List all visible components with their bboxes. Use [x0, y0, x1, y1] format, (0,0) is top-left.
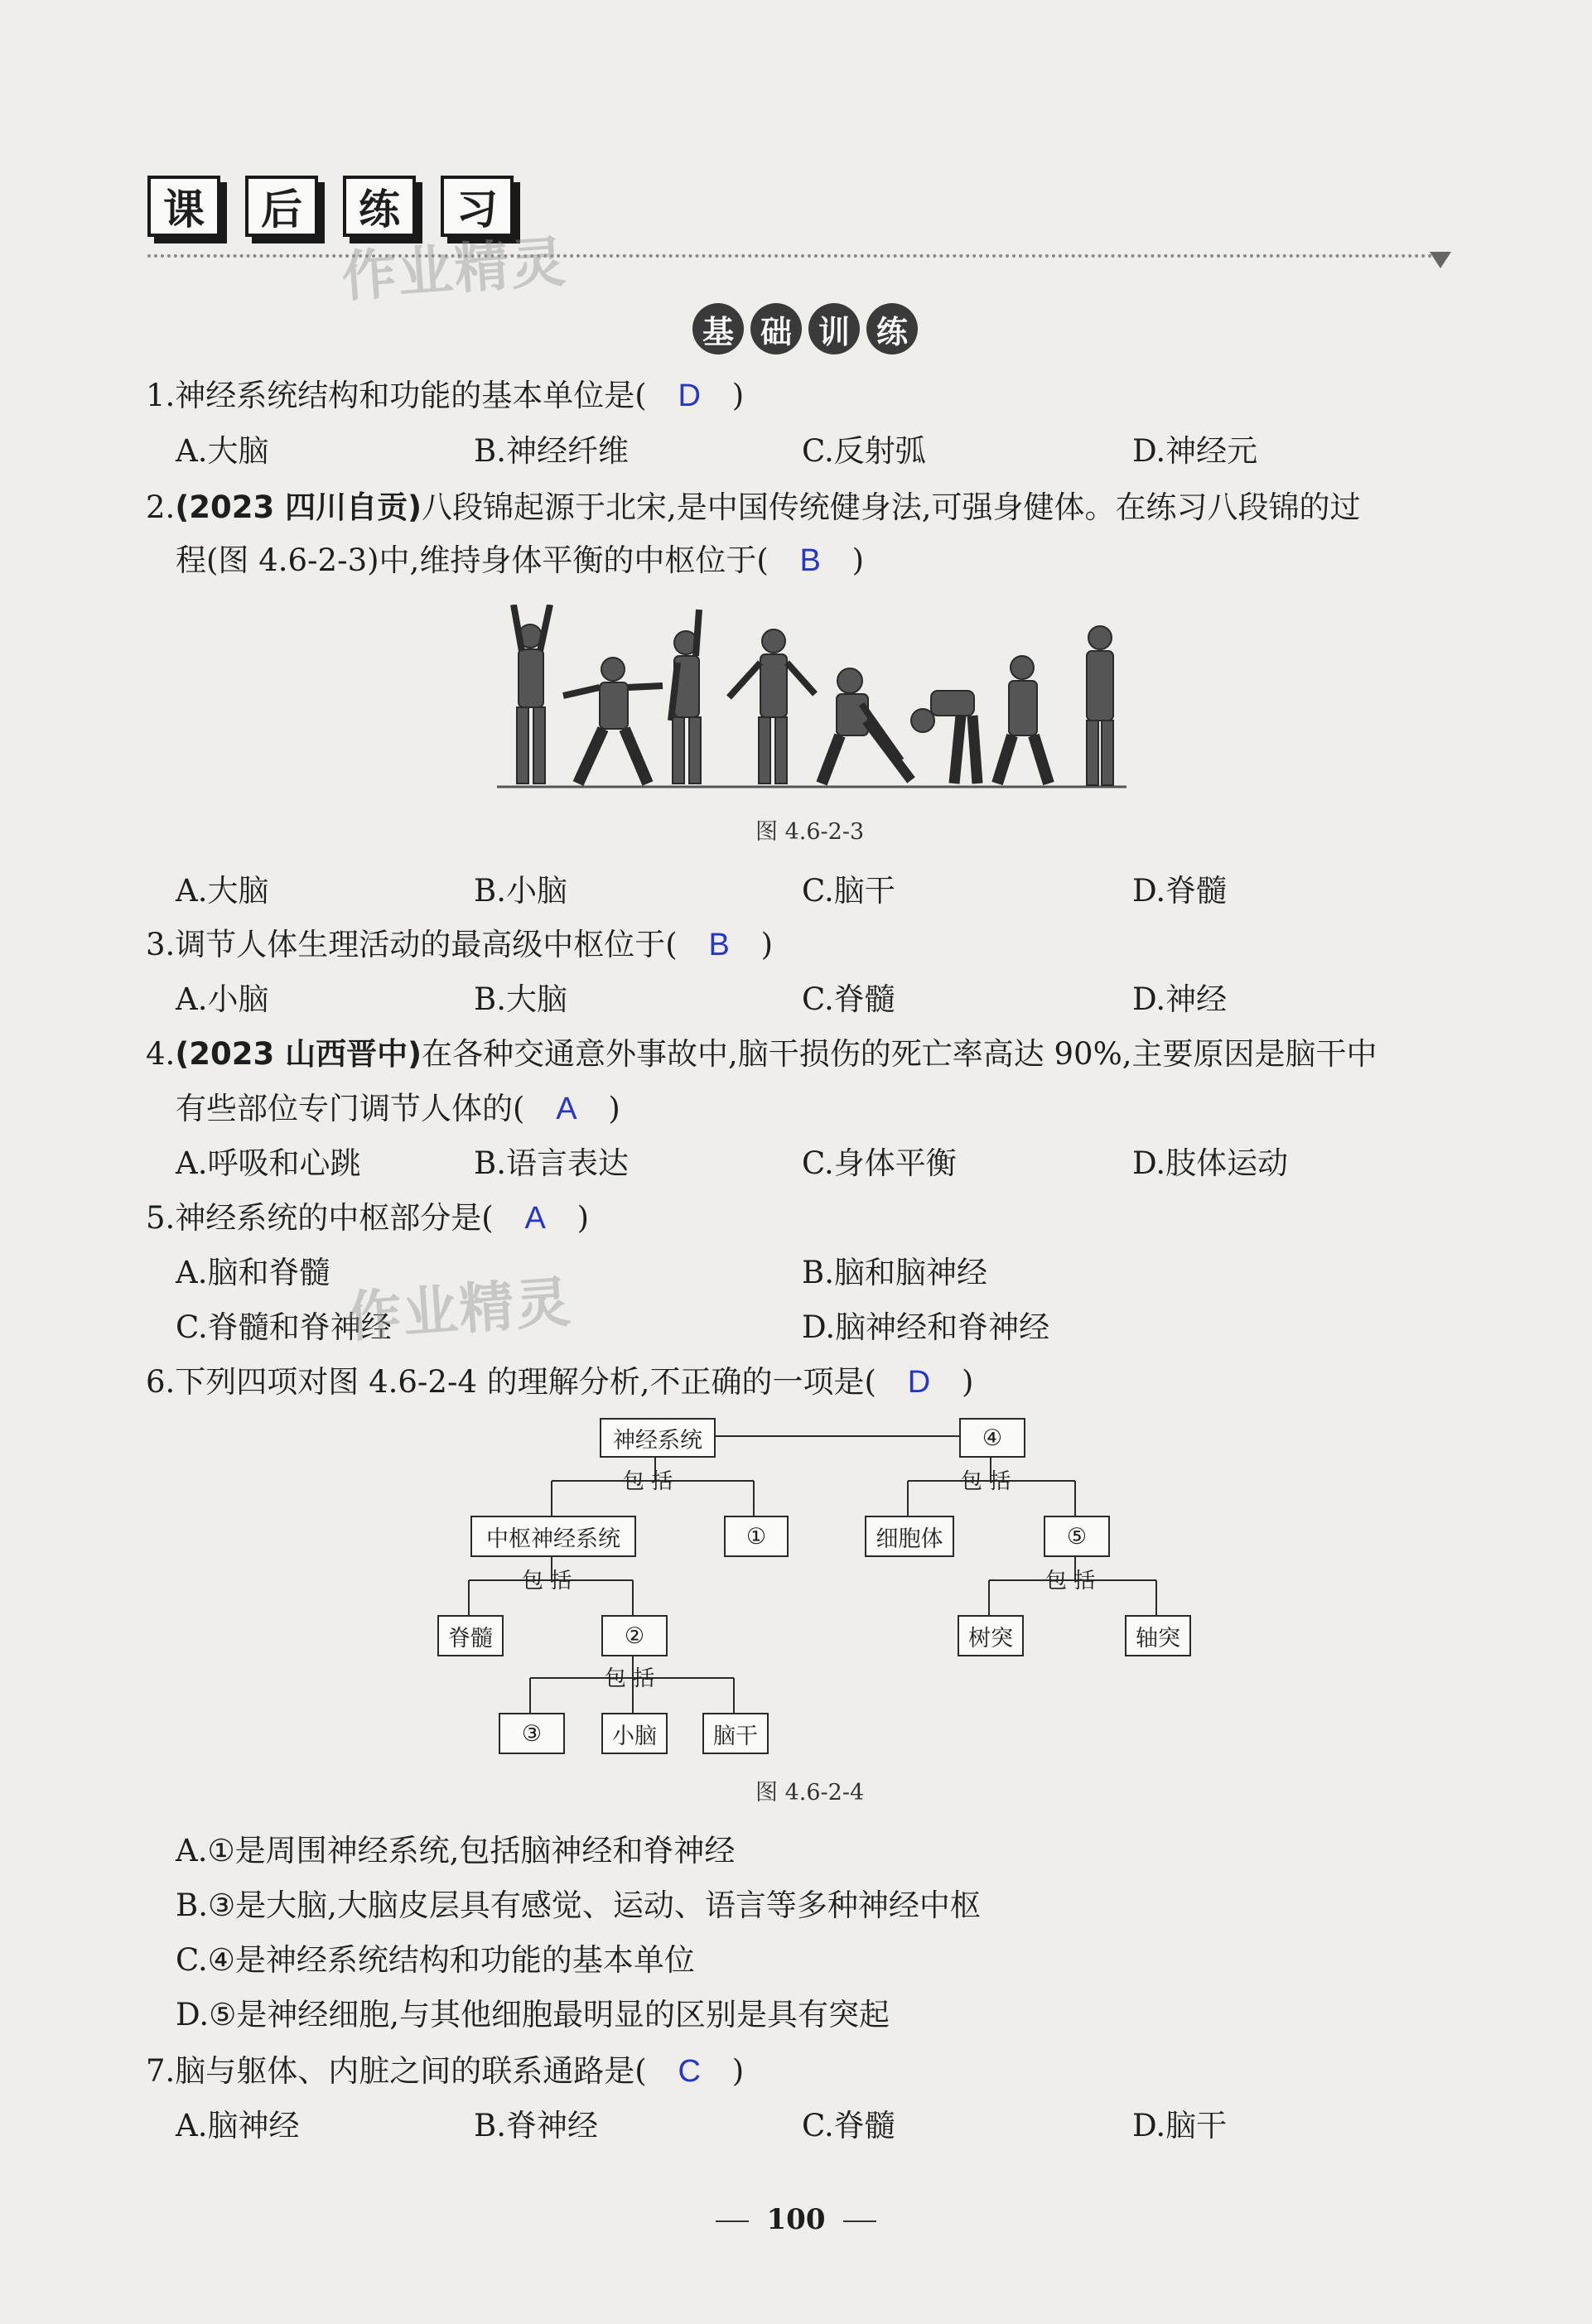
option: B.③是大脑,大脑皮层具有感觉、运动、语言等多种神经中枢: [176, 1888, 981, 1923]
title-char: 训: [808, 303, 860, 354]
diagram-include-label: 包 括: [1045, 1569, 1096, 1594]
question-close: ): [608, 1091, 620, 1126]
question-stem: 有些部位专门调节人体的(: [176, 1091, 525, 1126]
page-number-text: 100: [766, 2203, 826, 2236]
diagram-node-cns: 中枢神经系统: [470, 1516, 636, 1557]
question-stem: 6.下列四项对图 4.6-2-4 的理解分析,不正确的一项是(: [146, 1364, 876, 1400]
option: C.脑干: [802, 873, 895, 909]
question-stem: 八段锦起源于北宋,是中国传统健身法,可强身健体。在练习八段锦的过: [422, 489, 1361, 525]
question-source: (2023 四川自贡): [175, 489, 422, 525]
option: A.脑神经: [176, 2108, 300, 2143]
option: C.脊髓: [802, 2108, 895, 2143]
option: C.④是神经系统结构和功能的基本单位: [176, 1942, 695, 1978]
diagram-node-5: ⑤: [1044, 1516, 1110, 1557]
diagram-include-label: 包 括: [623, 1469, 673, 1494]
question-number: 4.: [146, 1036, 176, 1072]
answer: B: [799, 543, 821, 578]
answer: C: [678, 2054, 701, 2089]
option: C.脊髓: [802, 981, 895, 1017]
diagram-node-nervous-system: 神经系统: [600, 1418, 716, 1458]
question-close: ): [851, 542, 865, 578]
answer: D: [907, 1365, 931, 1400]
diagram-node-dendrite: 树突: [958, 1615, 1024, 1656]
option: B.小脑: [474, 873, 567, 909]
question-close: ): [731, 2053, 745, 2089]
diagram-node-axon: 轴突: [1125, 1615, 1191, 1656]
watermark: 作业精灵: [340, 229, 569, 310]
option: A.脑和脊髓: [176, 1255, 330, 1290]
option: D.肢体运动: [1132, 1145, 1289, 1181]
watermark: 作业精灵: [345, 1270, 574, 1350]
diagram-node-spinal-cord: 脊髓: [437, 1615, 504, 1656]
question-stem: 3.调节人体生理活动的最高级中枢位于(: [146, 927, 678, 962]
diagram-node-soma: 细胞体: [865, 1516, 954, 1557]
title-char: 基: [692, 303, 744, 354]
diagram-node-brainstem: 脑干: [702, 1713, 769, 1754]
question-stem: 程(图 4.6-2-3)中,维持身体平衡的中枢位于(: [176, 542, 769, 578]
title-char: 础: [750, 303, 802, 354]
option: A.大脑: [176, 433, 269, 469]
option: B.大脑: [474, 981, 567, 1017]
title-char: 练: [866, 303, 918, 354]
option: D.神经: [1132, 981, 1228, 1017]
option: A.呼吸和心跳: [176, 1145, 361, 1181]
page-number-dash: [843, 2220, 876, 2222]
figure-caption: 图 4.6-2-4: [755, 1780, 865, 1806]
diagram-include-label: 包 括: [605, 1666, 655, 1691]
diagram-node-3: ③: [499, 1713, 565, 1754]
diagram-include-label: 包 括: [522, 1569, 572, 1594]
question-close: ): [576, 1200, 590, 1236]
option: D.脊髓: [1132, 873, 1228, 909]
option: A.大脑: [176, 873, 269, 909]
diagram-include-label: 包 括: [961, 1469, 1011, 1494]
question-stem: 1.神经系统结构和功能的基本单位是(: [146, 378, 647, 413]
question-close: ): [961, 1364, 974, 1400]
option: B.神经纤维: [474, 433, 629, 469]
figure-caption: 图 4.6-2-3: [755, 819, 865, 845]
question-source: (2023 山西晋中): [175, 1036, 422, 1072]
question-stem: 在各种交通意外事故中,脑干损伤的死亡率高达 90%,主要原因是脑干中: [422, 1036, 1377, 1072]
diagram-node-1: ①: [724, 1516, 789, 1557]
option: B.脑和脑神经: [802, 1255, 987, 1290]
option: B.语言表达: [474, 1145, 629, 1181]
question-stem: 5.神经系统的中枢部分是(: [146, 1200, 494, 1236]
answer: D: [678, 378, 701, 413]
answer: A: [556, 1092, 577, 1126]
option: A.小脑: [176, 981, 269, 1017]
question-close: ): [760, 927, 774, 962]
option: D.⑤是神经细胞,与其他细胞最明显的区别是具有突起: [176, 1997, 890, 2032]
header-char: 课: [147, 176, 220, 237]
page-number-dash: [716, 2220, 749, 2222]
question-stem: 7.脑与躯体、内脏之间的联系通路是(: [146, 2053, 647, 2089]
diagram-node-cerebellum: 小脑: [601, 1713, 668, 1754]
answer: B: [708, 928, 730, 962]
header-char: 后: [245, 176, 318, 237]
answer: A: [524, 1201, 546, 1236]
option: C.身体平衡: [802, 1145, 957, 1181]
option: D.神经元: [1132, 433, 1258, 469]
option: D.脑神经和脊神经: [802, 1309, 1050, 1345]
diagram-node-2: ②: [601, 1615, 668, 1656]
question-7: [146, 2052, 744, 2090]
option: C.脊髓和脊神经: [176, 1309, 392, 1345]
option: B.脊神经: [474, 2108, 598, 2143]
question-number: 2.: [146, 489, 176, 525]
option: C.反射弧: [802, 433, 926, 469]
header-char: 习: [441, 176, 514, 237]
option: A.①是周围神经系统,包括脑神经和脊神经: [176, 1833, 736, 1868]
diagram-node-4: ④: [959, 1418, 1025, 1458]
option: D.脑干: [1132, 2108, 1228, 2143]
page-number: [0, 2203, 1592, 2236]
header-char: 练: [343, 176, 416, 237]
question-close: ): [731, 378, 745, 413]
